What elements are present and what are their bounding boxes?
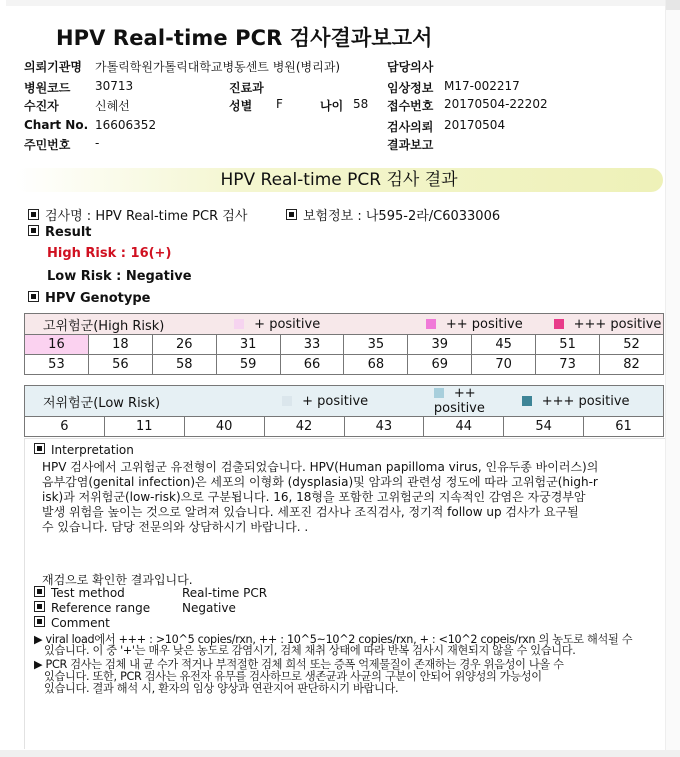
header-label: 병원코드 (24, 81, 71, 95)
result-banner (15, 168, 663, 192)
interpretation-line: 발생 위험을 높이는 것으로 알려져 있습니다. 세포진 검사나 조직검사, 정기적 follow up 검사가 요구될 (42, 505, 579, 519)
bullet-box-icon (28, 209, 39, 220)
header-row-request-date (387, 118, 506, 135)
bullet-box-icon (34, 616, 45, 627)
high-risk-row-1 (25, 335, 664, 355)
header-value: 신혜선 (95, 99, 130, 113)
high-risk-result: High Risk : 16(+) (47, 246, 172, 261)
interpretation-heading-line (34, 443, 134, 457)
sex-value: F (276, 97, 283, 111)
top-scroll-strip (6, 0, 666, 6)
test-method-line (34, 586, 268, 600)
genotype-cell: 44 (424, 417, 504, 437)
test-name-line (28, 205, 247, 224)
interpretation-line: isk)과 저위험군(low-risk)으로 구분됩니다. 16, 18형을 포함한 고위험군의 지속적인 감염은 자궁경부암 (42, 490, 586, 504)
comment-line: 있습니다. 이 중 '+'는 매우 낮은 농도로 감염시기, 검체 채취 상태에 따라 반복 검사시 재현되지 않을 수 있습니다. (44, 644, 576, 657)
interpretation-line: HPV 검사에서 고위험군 유전형이 검출되었습니다. HPV(Human papilloma virus, 인유두종 바이러스)의 (42, 460, 599, 474)
header-value: 20170504-22202 (444, 97, 548, 111)
low-risk-row (25, 417, 664, 437)
legend-label: ++ positive (445, 316, 523, 332)
genotype-heading-line (28, 291, 150, 306)
test-method-value: Real-time PCR (182, 586, 268, 600)
genotype-cell: 40 (184, 417, 264, 437)
genotype-cell: 66 (280, 355, 344, 375)
header-label: 주민번호 (24, 138, 71, 152)
header-label: 결과보고 (387, 138, 434, 152)
high-risk-header-row (25, 314, 664, 335)
high-risk-title: 고위험군(High Risk) (25, 314, 217, 335)
header-row-clinical-info (387, 79, 520, 96)
interpretation-line: 음부감염(genital infection)은 세포의 이형화 (dysplasia)및 암과의 관련성 정도에 따라 고위험군(high-r (42, 475, 598, 489)
header-row-hospital-code (24, 79, 134, 96)
legend-swatch-plus3 (522, 396, 532, 406)
genotype-cell: 42 (264, 417, 344, 437)
legend-label: ++ positive (433, 386, 485, 416)
header-row-chart-no (24, 118, 157, 132)
genotype-cell: 39 (408, 335, 472, 355)
legend-label: +++ positive (541, 393, 630, 409)
bottom-scroll-strip (0, 750, 680, 757)
genotype-cell: 43 (344, 417, 424, 437)
insurance-info: 보험정보 : 나595-2라/C6033006 (303, 209, 501, 224)
genotype-cell: 51 (536, 335, 600, 355)
legend-swatch-plus3 (554, 319, 564, 329)
genotype-cell: 31 (216, 335, 280, 355)
legend-label: + positive (302, 393, 369, 409)
reference-range-label: Reference range (51, 601, 151, 615)
header-value: M17-002217 (444, 79, 520, 93)
recheck-note: 재검으로 확인한 결과입니다. (42, 573, 193, 587)
header-row-doctor (387, 58, 433, 75)
genotype-cell: 69 (408, 355, 472, 375)
genotype-cell: 26 (152, 335, 216, 355)
low-risk-result: Low Risk : Negative (47, 269, 192, 284)
genotype-cell: 45 (472, 335, 536, 355)
bullet-box-icon (34, 601, 45, 612)
age-value: 58 (353, 97, 369, 111)
header-label: 수진자 (24, 99, 59, 113)
comment-line: ▶ viral load에서 +++ : >10^5 copies/rxn, ++ : 10^5~10^2 copies/rxn, + : <10^2 copeis/rxn 의 농도로 해석될 수 (34, 633, 633, 646)
header-dept-label: 진료과 (229, 81, 264, 95)
genotype-heading: HPV Genotype (45, 291, 151, 306)
legend-swatch-plus2 (426, 319, 436, 329)
header-label: 접수번호 (387, 99, 434, 113)
interpretation-line: 수 있습니다. 담당 전문의와 상담하시기 바랍니다. . (42, 520, 309, 534)
low-risk-title: 저위험군(Low Risk) (25, 386, 265, 417)
header-label: Chart No. (24, 118, 89, 132)
genotype-cell: 6 (25, 417, 105, 437)
bullet-box-icon (286, 209, 297, 220)
legend-plus3 (536, 314, 664, 335)
legend-plus2 (424, 386, 504, 417)
report-title: HPV Real-time PCR 검사결과보고서 (56, 26, 433, 50)
high-risk-row-2 (25, 355, 664, 375)
genotype-cell: 82 (600, 355, 664, 375)
genotype-cell: 54 (504, 417, 584, 437)
legend-label: +++ positive (573, 316, 662, 332)
header-row-receipt-no (387, 97, 548, 114)
header-row-sex-age (229, 97, 369, 114)
insurance-line (286, 205, 500, 224)
low-risk-genotype-table (24, 385, 664, 437)
banner-title: HPV Real-time PCR 검사 결과 (220, 170, 458, 190)
genotype-cell: 68 (344, 355, 408, 375)
genotype-cell: 58 (152, 355, 216, 375)
header-value: 30713 (95, 79, 134, 93)
legend-label: + positive (254, 316, 321, 332)
header-label: 의뢰기관명 (24, 60, 82, 74)
vertical-scrollbar[interactable] (665, 0, 680, 757)
bullet-box-icon (28, 225, 39, 236)
genotype-cell: 11 (104, 417, 184, 437)
sex-label: 성별 (229, 99, 253, 113)
header-row-institution (24, 58, 341, 75)
genotype-cell: 18 (88, 335, 152, 355)
genotype-cell: 33 (280, 335, 344, 355)
genotype-cell: 73 (536, 355, 600, 375)
legend-swatch-plus (282, 396, 292, 406)
genotype-cell: 16 (25, 335, 89, 355)
comment-heading: Comment (51, 616, 110, 630)
bullet-box-icon (34, 443, 45, 454)
genotype-cell: 56 (88, 355, 152, 375)
legend-swatch-plus (234, 319, 244, 329)
legend-swatch-plus2 (434, 388, 444, 398)
result-heading-line (28, 225, 92, 240)
header-value: 20170504 (444, 118, 506, 132)
header-label: 검사의뢰 (387, 120, 434, 134)
header-label: 임상정보 (387, 81, 434, 95)
scrollbar-thumb[interactable] (666, 0, 680, 10)
comment-heading-line (34, 616, 110, 630)
bullet-box-icon (28, 291, 39, 302)
legend-plus2 (408, 314, 536, 335)
test-method-label: Test method (51, 586, 125, 600)
genotype-cell: 59 (216, 355, 280, 375)
age-label: 나이 (320, 99, 344, 113)
test-name: 검사명 : HPV Real-time PCR 검사 (45, 209, 248, 224)
comment-line: ▶ PCR 검사는 검체 내 균 수가 적거나 부적절한 검체 희석 또는 증폭 억제물질이 존재하는 경우 위음성이 나올 수 (34, 658, 564, 671)
header-value: 16606352 (95, 118, 157, 132)
genotype-cell: 70 (472, 355, 536, 375)
genotype-cell: 61 (584, 417, 664, 437)
legend-plus (264, 386, 424, 417)
header-label: 담당의사 (387, 60, 434, 74)
header-value: - (95, 136, 100, 150)
header-row-report-date (387, 136, 433, 153)
bullet-box-icon (34, 586, 45, 597)
genotype-cell: 52 (600, 335, 664, 355)
header-value: 가톨릭학원가톨릭대학교병동센트 병원(병리과) (95, 60, 341, 74)
genotype-cell: 35 (344, 335, 408, 355)
comment-line: 있습니다. 결과 해석 시, 환자의 임상 양상과 연관지어 판단하시기 바랍니다. (44, 682, 399, 695)
comment-line: 있습니다. 또한, PCR 검사는 유전자 유무를 검사하므로 생존균과 사균의 구분이 안되어 위양성의 가능성이 (44, 670, 542, 683)
interpretation-heading: Interpretation (51, 443, 134, 457)
header-row-patient-name (24, 97, 130, 114)
legend-plus (216, 314, 408, 335)
high-risk-genotype-table (24, 313, 664, 375)
low-risk-header-row (25, 386, 664, 417)
legend-plus3 (504, 386, 664, 417)
result-heading: Result (45, 225, 92, 240)
reference-range-line (34, 601, 236, 615)
reference-range-value: Negative (182, 601, 236, 615)
genotype-cell: 53 (25, 355, 89, 375)
header-row-resident-no (24, 136, 100, 153)
